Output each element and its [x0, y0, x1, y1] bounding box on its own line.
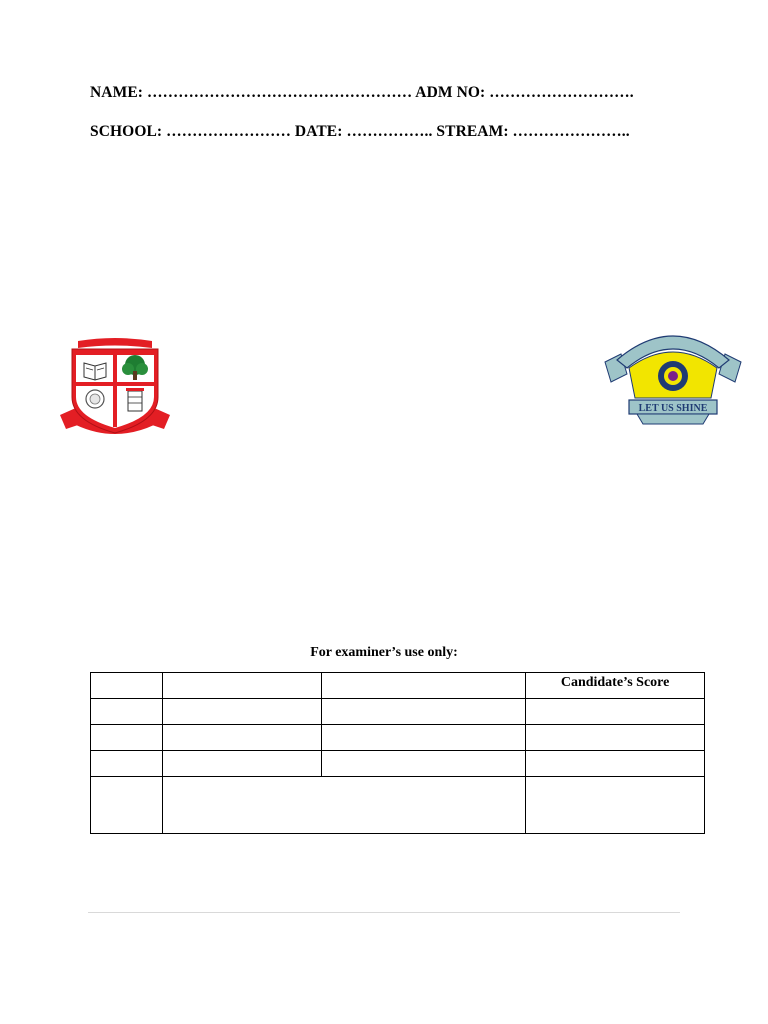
table-header-row — [91, 673, 705, 699]
table-cell[interactable] — [91, 751, 163, 777]
examiner-score-table — [90, 672, 705, 834]
st-cecilia-crest-icon — [603, 318, 743, 430]
score-cell[interactable] — [526, 751, 705, 777]
table-cell[interactable] — [321, 751, 526, 777]
school-crest-icon — [58, 335, 172, 439]
header-cell-1 — [91, 673, 163, 699]
table-cell[interactable] — [91, 725, 163, 751]
table-cell[interactable] — [162, 699, 321, 725]
footer-divider — [88, 912, 680, 913]
total-score-cell[interactable] — [526, 777, 705, 834]
name-adm-line: NAME: …………………………………………… ADM NO: ………………………. — [90, 84, 634, 101]
table-row — [91, 699, 705, 725]
table-cell[interactable] — [321, 699, 526, 725]
score-cell[interactable] — [526, 725, 705, 751]
table-cell[interactable] — [91, 777, 163, 834]
table-row — [91, 725, 705, 751]
header-cell-3 — [321, 673, 526, 699]
table-cell[interactable] — [91, 699, 163, 725]
table-cell[interactable] — [321, 725, 526, 751]
table-cell[interactable] — [162, 725, 321, 751]
table-cell[interactable] — [162, 751, 321, 777]
candidate-score-header: Candidate’s Score — [526, 673, 705, 699]
school-date-stream-line: SCHOOL: …………………… DATE: …………….. STREAM: ………………….. — [90, 123, 630, 140]
score-cell[interactable] — [526, 699, 705, 725]
merged-cell[interactable] — [162, 777, 525, 834]
crest-motto: LET US SHINE — [638, 403, 708, 414]
total-row — [91, 777, 705, 834]
examiner-caption: For examiner’s use only: — [310, 645, 458, 660]
table-row — [91, 751, 705, 777]
header-cell-2 — [162, 673, 321, 699]
